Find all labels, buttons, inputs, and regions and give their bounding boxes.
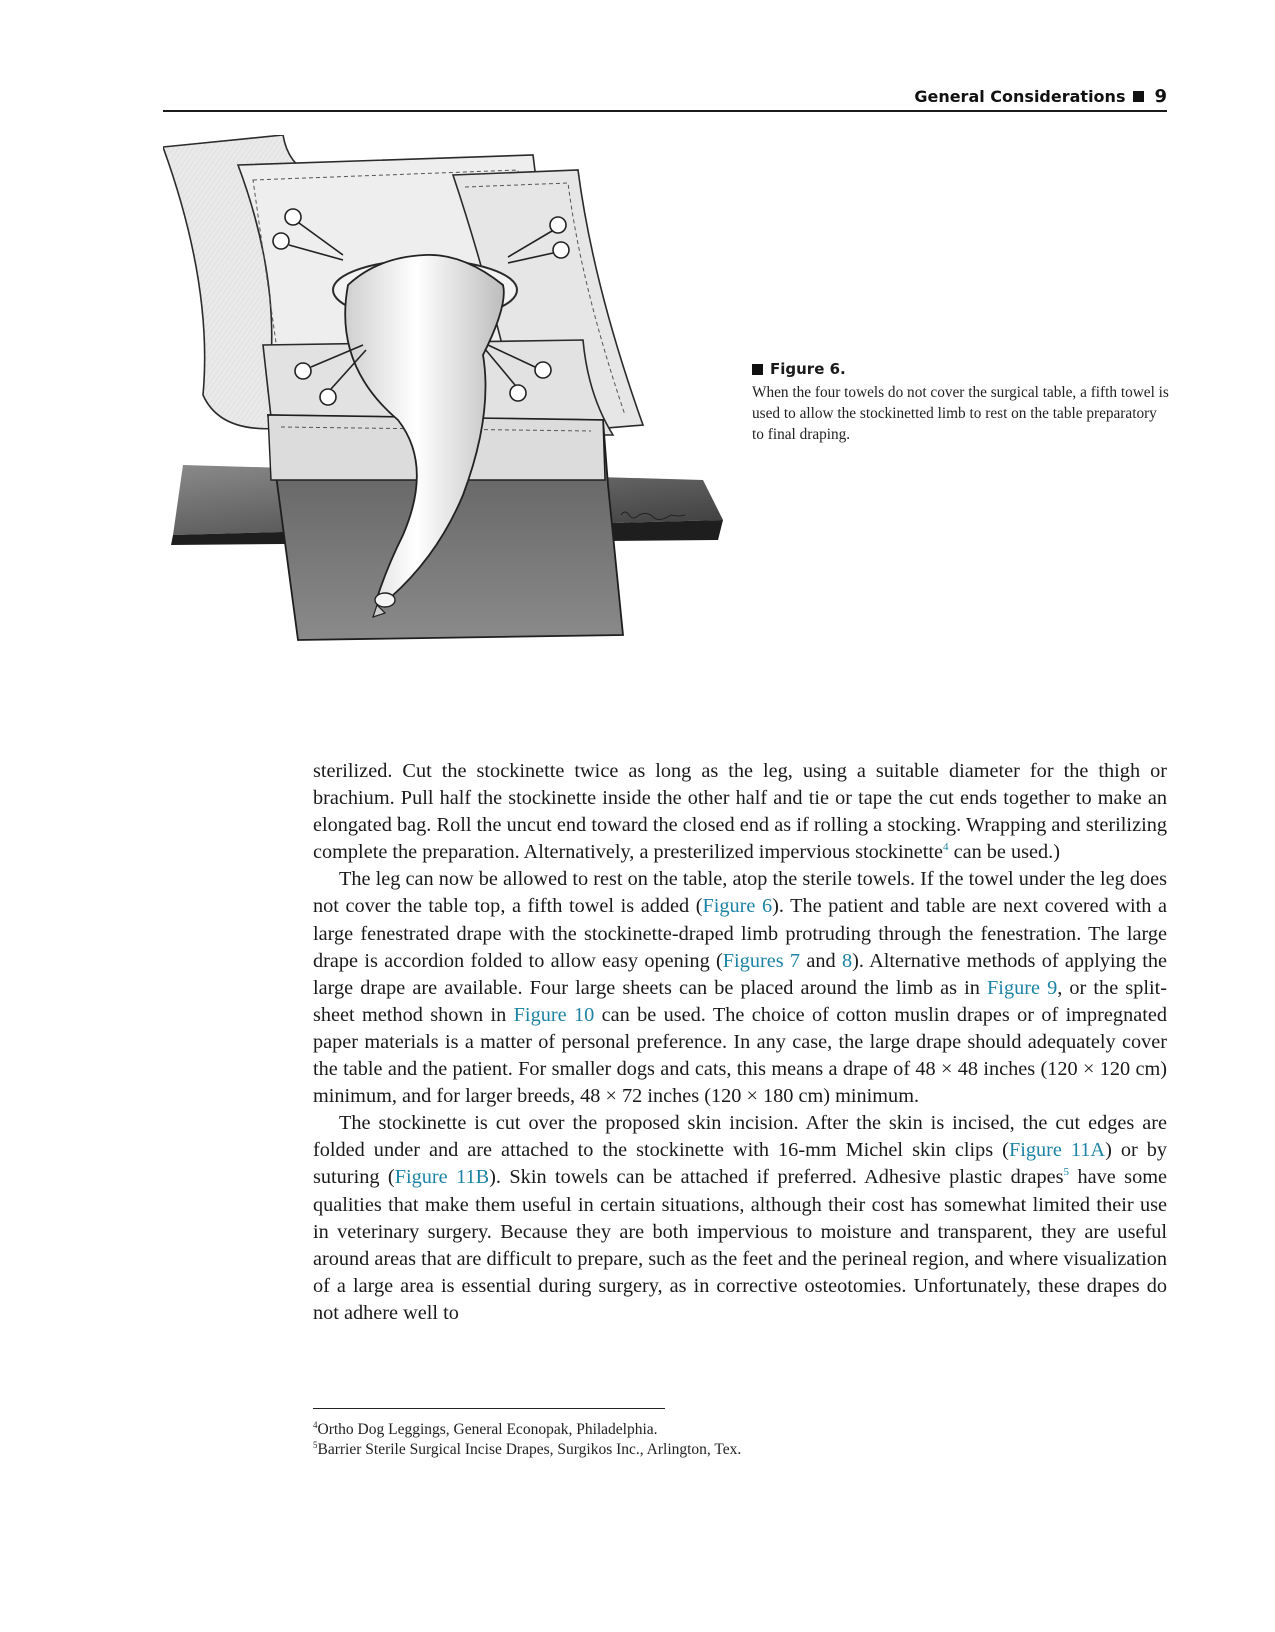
footnotes [313, 1420, 1167, 1460]
footnote-mark: 4 [313, 1420, 318, 1430]
figure-6-illustration [163, 135, 733, 670]
text-run: can be used. The choice of cotton muslin drapes or of impregnated paper materials is a matter of personal preference. In any case, the large drape should adequately cover the table and the patient. For smaller dogs and cats, this means a drape of 48 × 48 inches (120 × 120 cm) minimum, and for larger breeds, 48 × 72 inches (120 × 180 cm) minimum. [313, 1003, 1167, 1108]
header-title [914, 86, 1167, 107]
figure-11b-link[interactable]: Figure 11B [394, 1166, 490, 1189]
figure-10-link[interactable]: Figure 10 [513, 1003, 595, 1026]
footnote-ref-4[interactable]: 4 [943, 841, 949, 854]
figures-7-link[interactable]: Figures 7 [722, 949, 801, 972]
figure-6-link[interactable]: Figure 6 [702, 895, 773, 918]
text-run: , or the split-sheet method shown in [313, 976, 1167, 1026]
footnote-5 [313, 1440, 1167, 1460]
footnote-text: Barrier Sterile Surgical Incise Drapes, Surgikos Inc., Arlington, Tex. [317, 1441, 742, 1458]
text-run: and [800, 949, 842, 972]
figure-8-link[interactable]: 8 [841, 949, 853, 972]
black-square-icon [752, 364, 763, 375]
figure-11a-link[interactable]: Figure 11A [1008, 1139, 1106, 1162]
caption-text: When the four towels do not cover the surgical table, a fifth towel is used to allow the stockinetted limb to rest on the table preparatory to final draping. [752, 384, 1169, 443]
footnote-divider [313, 1408, 665, 1409]
running-header [163, 80, 1167, 112]
body-text [313, 758, 1167, 1327]
text-run: sterilized. Cut the stockinette twice as long as the leg, using a suitable diameter for the thigh or brachium. Pull half the stockinette inside the other half and tie or tape the cut ends together to make an elongated bag. Roll the uncut end toward the closed end as if rolling a stocking. Wrapping and sterilizing complete the preparation. Alternatively, a presterilized impervious stockinette [313, 760, 1167, 864]
footnote-text: Ortho Dog Leggings, General Econopak, Philadelphia. [317, 1421, 658, 1438]
page-number: 9 [1154, 86, 1167, 107]
text-run: The stockinette is cut over the proposed skin incision. After the skin is incised, the cut edges are folded under and are attached to the stockinette with 16-mm Michel skin clips ( [313, 1112, 1167, 1162]
caption-label [752, 360, 1172, 378]
text-run: ). Skin towels can be attached if preferred. Adhesive plastic drapes [489, 1166, 1064, 1189]
text-run: can be used.) [948, 841, 1060, 864]
surgical-draping-drawing [163, 135, 733, 670]
footnote-4 [313, 1420, 1167, 1440]
paragraph-3 [313, 1110, 1167, 1327]
text-run: ) or by suturing ( [313, 1139, 1167, 1189]
text-run: The leg can now be allowed to rest on the table, atop the sterile towels. If the towel under the leg does not cover the table top, a fifth towel is added ( [313, 868, 1167, 918]
figure-9-link[interactable]: Figure 9 [987, 976, 1058, 999]
figure-caption [752, 360, 1172, 445]
text-run: ). Alternative methods of applying the large drape are available. Four large sheets can be placed around the limb as in [313, 949, 1167, 999]
paragraph-1 [313, 758, 1167, 866]
black-square-icon [1133, 91, 1144, 102]
footnote-ref-5[interactable]: 5 [1063, 1166, 1069, 1179]
caption-label-text: Figure 6. [770, 360, 846, 378]
footnote-mark: 5 [313, 1440, 318, 1450]
text-run: ). The patient and table are next covered with a large fenestrated drape with the stockinette-draped limb protruding through the fenestration. The large drape is accordion folded to allow easy opening ( [313, 895, 1167, 972]
paragraph-2 [313, 866, 1167, 1110]
section-title: General Considerations [914, 87, 1126, 106]
text-run: have some qualities that make them useful in certain situations, although their cost has somewhat limited their use in veterinary surgery. Because they are both impervious to moisture and transparent, they are useful around areas that are difficult to prepare, such as the feet and the perineal region, and where visualization of a large area is essential during surgery, as in corrective osteotomies. Unfortunately, these drapes do not adhere well to [313, 1166, 1167, 1324]
